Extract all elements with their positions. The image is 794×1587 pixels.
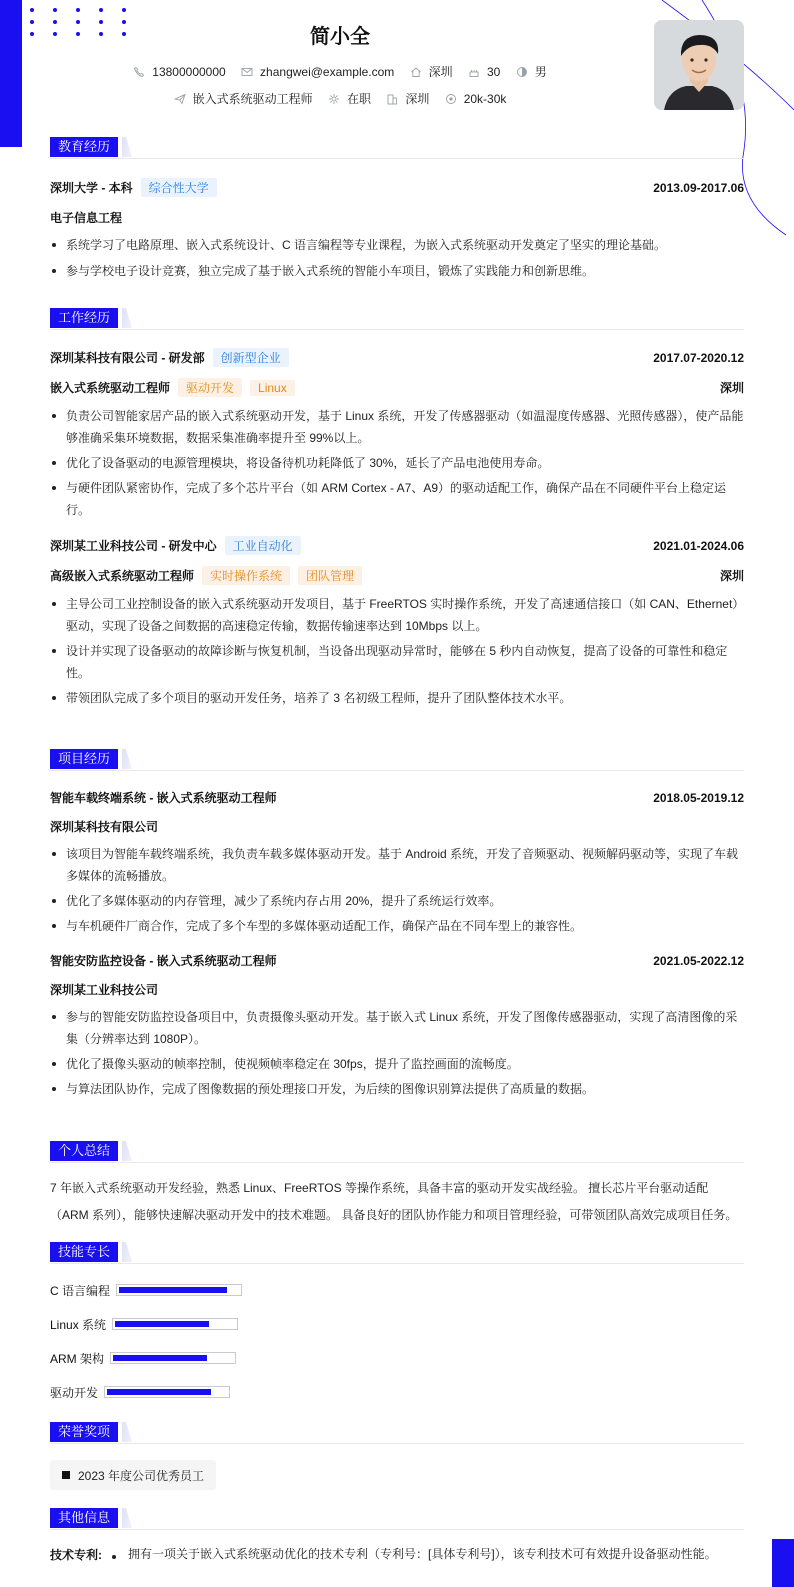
target-position-item bbox=[174, 90, 313, 107]
work-section bbox=[50, 308, 744, 709]
target-city: 深圳 bbox=[405, 92, 430, 106]
skill-name: 驱动开发 bbox=[50, 1385, 99, 1400]
list-item: 拥有一项关于嵌入式系统驱动优化的技术专利（专利号：[具体专利号]），该专利技术可有效提升设备驱动性能。 bbox=[110, 1546, 717, 1562]
section-title bbox=[50, 1508, 744, 1528]
project-company: 深圳某科技有限公司 bbox=[50, 820, 159, 834]
send-icon bbox=[174, 93, 186, 105]
skill-level-fill bbox=[119, 1287, 227, 1293]
section-title bbox=[50, 1422, 744, 1442]
major: 电子信息工程 bbox=[50, 211, 123, 225]
job-title: 嵌入式系统驱动工程师 bbox=[50, 381, 171, 395]
awards-section bbox=[50, 1422, 744, 1490]
skill-level-bar bbox=[112, 1318, 238, 1330]
company-tag: 创新型企业 bbox=[213, 348, 289, 367]
other-key: 技术专利: bbox=[50, 1548, 102, 1562]
company-tag: 工业自动化 bbox=[225, 536, 301, 555]
list-item: 负责公司智能家居产品的嵌入式系统驱动开发，基于 Linux 系统，开发了传感器驱动（如温湿度传感器、光照传感器），使产品能够准确采集环境数据，数据采集准确率提升至 99%以上。 bbox=[50, 405, 744, 449]
status-icon bbox=[328, 93, 340, 105]
award-text: 2023 年度公司优秀员工 bbox=[78, 1468, 205, 1483]
skill-name: C 语言编程 bbox=[50, 1283, 111, 1298]
age-item bbox=[468, 65, 500, 79]
skill-level-fill bbox=[107, 1389, 211, 1395]
section-title bbox=[50, 137, 744, 157]
school-name: 深圳大学 - 本科 bbox=[50, 181, 133, 195]
summary-section bbox=[50, 1141, 744, 1229]
divider bbox=[50, 1162, 744, 1163]
age-icon bbox=[468, 66, 480, 78]
list-item: 优化了设备驱动的电源管理模块，将设备待机功耗降低了 30%，延长了产品电池使用寿命。 bbox=[50, 452, 744, 474]
section-title bbox=[50, 1242, 744, 1262]
list-item: 系统学习了电路原理、嵌入式系统设计、C 语言编程等专业课程，为嵌入式系统驱动开发奠定了坚实的理论基础。 bbox=[50, 234, 744, 256]
work-entry bbox=[50, 348, 744, 521]
award-list bbox=[50, 1460, 744, 1490]
square-bullet-icon bbox=[62, 1471, 70, 1479]
contact-row bbox=[0, 63, 680, 81]
project-name: 智能安防监控设备 - 嵌入式系统驱动工程师 bbox=[50, 954, 277, 968]
skill-level-bar bbox=[104, 1386, 230, 1398]
project-name: 智能车载终端系统 - 嵌入式系统驱动工程师 bbox=[50, 791, 277, 805]
skill-level-bar bbox=[110, 1352, 236, 1364]
education-bullets bbox=[50, 234, 744, 282]
target-position: 嵌入式系统驱动工程师 bbox=[192, 92, 313, 106]
job-intent-row bbox=[0, 90, 680, 108]
skill-tag: 实时操作系统 bbox=[202, 566, 290, 585]
other-bullets bbox=[110, 1546, 717, 1563]
section-title bbox=[50, 308, 744, 328]
work-city: 深圳 bbox=[719, 381, 744, 395]
location-item bbox=[410, 63, 453, 80]
skill-tag: Linux bbox=[250, 380, 295, 396]
gender-text: 男 bbox=[534, 65, 547, 79]
school-tag: 综合性大学 bbox=[141, 178, 217, 197]
email-item bbox=[241, 65, 394, 79]
salary-icon bbox=[445, 93, 457, 105]
list-item: 该项目为智能车载终端系统，我负责车载多媒体驱动开发。基于 Android 系统，开发了音频驱动、视频解码驱动等，实现了车载多媒体的流畅播放。 bbox=[50, 843, 744, 887]
list-item: 设计并实现了设备驱动的故障诊断与恢复机制，当设备出现驱动异常时，能够在 5 秒内自动恢复，提高了设备的可靠性和稳定性。 bbox=[50, 640, 744, 684]
divider bbox=[50, 770, 744, 771]
other-heading: 其他信息 bbox=[50, 1508, 118, 1528]
work-date: 2017.07-2020.12 bbox=[653, 350, 744, 365]
skill-level-fill bbox=[115, 1321, 209, 1327]
skill-item bbox=[50, 1273, 744, 1307]
work-heading: 工作经历 bbox=[50, 308, 118, 328]
skill-name: ARM 架构 bbox=[50, 1351, 105, 1366]
work-bullets bbox=[50, 405, 744, 521]
work-entry-header bbox=[50, 536, 744, 555]
projects-heading: 项目经历 bbox=[50, 749, 118, 769]
projects-section bbox=[50, 749, 744, 1100]
gender-icon bbox=[516, 66, 528, 78]
other-info-row bbox=[50, 1546, 744, 1563]
candidate-name: 简小全 bbox=[310, 26, 370, 48]
work-role-row bbox=[50, 566, 744, 585]
phone-item bbox=[133, 65, 225, 79]
divider bbox=[50, 1443, 744, 1444]
resume-header bbox=[0, 0, 794, 140]
project-date: 2021.05-2022.12 bbox=[653, 953, 744, 968]
work-entry-header bbox=[50, 348, 744, 367]
award-item bbox=[50, 1460, 216, 1490]
project-date: 2018.05-2019.12 bbox=[653, 790, 744, 805]
job-status: 在职 bbox=[346, 92, 371, 106]
skill-name: Linux 系统 bbox=[50, 1317, 107, 1332]
work-bullets bbox=[50, 593, 744, 709]
divider bbox=[50, 1529, 744, 1530]
awards-heading: 荣誉奖项 bbox=[50, 1422, 118, 1442]
company-name: 深圳某工业科技公司 - 研发中心 bbox=[50, 539, 217, 553]
status-item bbox=[328, 90, 371, 107]
list-item: 带领团队完成了多个项目的驱动开发任务，培养了 3 名初级工程师，提升了团队整体技术水平。 bbox=[50, 687, 744, 709]
list-item: 主导公司工业控制设备的嵌入式系统驱动开发项目，基于 FreeRTOS 实时操作系统，开发了高速通信接口（如 CAN、Ethernet）驱动，实现了设备之间数据的高速稳定传输，数据传输速率达到 10Mbps 以上。 bbox=[50, 593, 744, 637]
work-entry bbox=[50, 536, 744, 709]
section-title bbox=[50, 1141, 744, 1161]
skill-level-fill bbox=[113, 1355, 207, 1361]
skill-item bbox=[50, 1307, 744, 1341]
other-section bbox=[50, 1508, 744, 1563]
education-heading: 教育经历 bbox=[50, 137, 118, 157]
right-accent-bar bbox=[772, 1539, 794, 1587]
age-text: 30 bbox=[487, 64, 501, 79]
location-text: 深圳 bbox=[428, 65, 453, 79]
project-bullets bbox=[50, 843, 744, 937]
project-entry bbox=[50, 952, 744, 1100]
divider bbox=[50, 1263, 744, 1264]
project-entry-header bbox=[50, 952, 744, 969]
list-item: 与硬件团队紧密协作，完成了多个芯片平台（如 ARM Cortex - A7、A9）的驱动适配工作，确保产品在不同硬件平台上稳定运行。 bbox=[50, 477, 744, 521]
summary-heading: 个人总结 bbox=[50, 1141, 118, 1161]
skill-item bbox=[50, 1341, 744, 1375]
project-bullets bbox=[50, 1006, 744, 1100]
project-entry bbox=[50, 789, 744, 937]
education-section bbox=[50, 137, 744, 282]
work-city: 深圳 bbox=[719, 569, 744, 583]
target-city-item bbox=[386, 90, 429, 107]
email-address: zhangwei@example.com bbox=[260, 64, 395, 79]
list-item: 参与的智能安防监控设备项目中，负责摄像头驱动开发。基于嵌入式 Linux 系统，开发了图像传感器驱动，实现了高清图像的采集（分辨率达到 1080P）。 bbox=[50, 1006, 744, 1050]
skill-tag: 驱动开发 bbox=[178, 378, 242, 397]
job-title: 高级嵌入式系统驱动工程师 bbox=[50, 569, 195, 583]
gender-item bbox=[516, 63, 547, 80]
company-name: 深圳某科技有限公司 - 研发部 bbox=[50, 351, 205, 365]
skills-section bbox=[50, 1242, 744, 1409]
salary-range: 20k-30k bbox=[463, 91, 507, 106]
profile-photo bbox=[654, 20, 744, 110]
skills-heading: 技能专长 bbox=[50, 1242, 118, 1262]
list-item: 与算法团队协作，完成了图像数据的预处理接口开发，为后续的图像识别算法提供了高质量的数据。 bbox=[50, 1078, 744, 1100]
list-item: 与车机硬件厂商合作，完成了多个车型的多媒体驱动适配工作，确保产品在不同车型上的兼容性。 bbox=[50, 915, 744, 937]
divider bbox=[50, 158, 744, 159]
skill-item bbox=[50, 1375, 744, 1409]
skill-level-bar bbox=[116, 1284, 242, 1296]
education-date: 2013.09-2017.06 bbox=[653, 180, 744, 195]
phone-number: 13800000000 bbox=[152, 64, 226, 79]
section-title bbox=[50, 749, 744, 769]
skill-list bbox=[50, 1273, 744, 1409]
education-entry-header bbox=[50, 178, 744, 197]
building-icon bbox=[386, 93, 398, 105]
list-item: 优化了多媒体驱动的内存管理，减少了系统内存占用 20%，提升了系统运行效率。 bbox=[50, 890, 744, 912]
divider bbox=[50, 329, 744, 330]
mail-icon bbox=[241, 66, 253, 78]
home-icon bbox=[410, 66, 422, 78]
skill-tag: 团队管理 bbox=[298, 566, 362, 585]
work-role-row bbox=[50, 378, 744, 397]
project-company: 深圳某工业科技公司 bbox=[50, 983, 159, 997]
list-item: 参与学校电子设计竞赛，独立完成了基于嵌入式系统的智能小车项目，锻炼了实践能力和创新思维。 bbox=[50, 260, 744, 282]
list-item: 优化了摄像头驱动的帧率控制，使视频帧率稳定在 30fps，提升了监控画面的流畅度。 bbox=[50, 1053, 744, 1075]
summary-text: 7 年嵌入式系统驱动开发经验，熟悉 Linux、FreeRTOS 等操作系统，具备丰富的驱动开发实战经验。 擅长芯片平台驱动适配（ARM 系列），能够快速解决驱动开发中的技术难题。 具备良好的团队协作能力和项目管理经验，可带领团队高效完成项目任务。 bbox=[50, 1181, 738, 1222]
phone-icon bbox=[133, 66, 145, 78]
work-date: 2021.01-2024.06 bbox=[653, 538, 744, 553]
project-entry-header bbox=[50, 789, 744, 806]
salary-item bbox=[445, 92, 507, 106]
